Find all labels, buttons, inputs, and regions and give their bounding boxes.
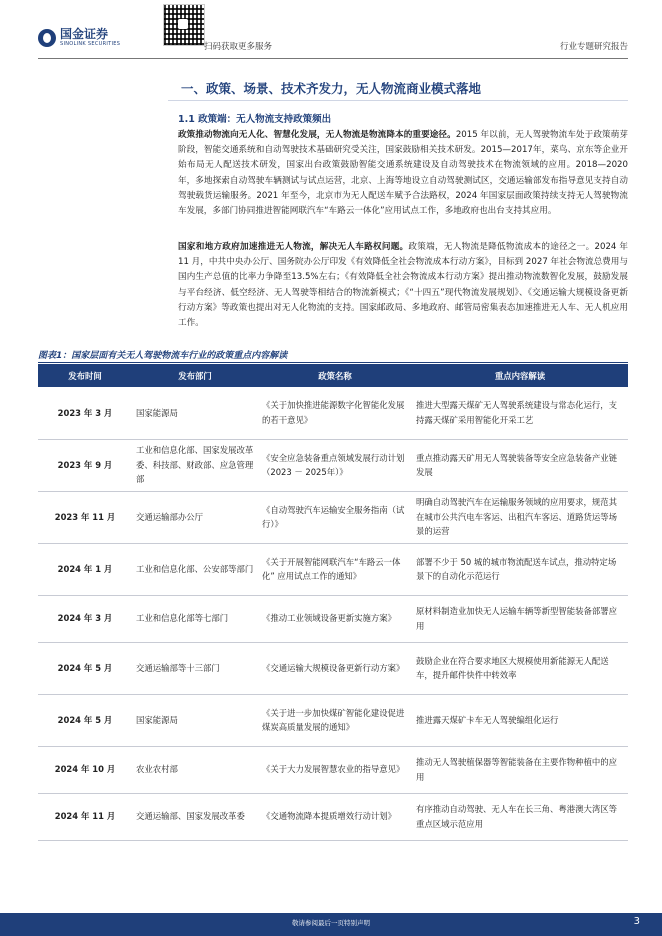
cell-date: 2024 年 3 月: [38, 595, 132, 642]
paragraph-body: 2015 年以前，无人驾驶物流车处于政策萌芽阶段，智能交通系统和自动驾驶技术基础研究受关注，国家鼓励相关技术研发。2015—2017年，菜鸟、京东等企业开始布局无人配送技术研发，国家出台政策鼓励智能交通系统建设及自动驾驶技术在物流领域的应用。2018—2020 年，多地探索自动驾驶车辆测试与试点运营，北京、上海等地设立自动驾驶测试区，交通运输部发布指导意见支持自动驾驶载货运输服务。2021 年至今，北京市为无人配送车赋予合法路权，2024 年国家层面政策持续支持无人驾驶物流车发展，多部门协同推进智能网联汽车“车路云一体化”应用试点工作，多地政府也出台支持其应用。: [178, 130, 628, 217]
page-header: [0, 0, 662, 70]
cell-description: 推进露天煤矿卡车无人驾驶编组化运行: [412, 694, 628, 746]
column-header-dept: 发布部门: [132, 364, 258, 387]
paragraph-body: 政策端，无人物流是降低物流成本的途径之一。2024 年 11 月，中共中央办公厅、国务院办公厅印发《有效降低全社会物流成本行动方案》，目标到 2027 年社会物流总费用与国内生产总值的比率力争降至13.5%左右；《有效降低全社会物流成本行动方案》提出推动物流数智化发展，鼓励发展与平台经济、低空经济、无人驾驶等相结合的物流新模式；《“十四五”现代物流发展规划》、《交通运输大规模设备更新行动方案》等政策也提出对无人化物流的支持。国家邮政局、多地政府、邮管局密集表态加速推进无人车、无人机应用工作。: [178, 242, 628, 329]
table-row: [38, 543, 628, 595]
cell-policy-name: 《自动驾驶汽车运输安全服务指南（试行）》: [258, 491, 412, 543]
cell-description: 重点推动露天矿用无人驾驶装备等安全应急装备产业链发展: [412, 439, 628, 491]
cell-policy-name: 《交通物流降本提质增效行动计划》: [258, 793, 412, 840]
cell-dept: 交通运输部等十三部门: [132, 642, 258, 694]
cell-dept: 工业和信息化部、国家发展改革委、科技部、财政部、应急管理部: [132, 439, 258, 491]
company-logo: [38, 28, 120, 48]
cell-description: 有序推动自动驾驶、无人车在长三角、粤港澳大湾区等重点区域示范应用: [412, 793, 628, 840]
scan-prompt: 扫码获取更多服务: [204, 42, 273, 52]
cell-date: 2023 年 11 月: [38, 491, 132, 543]
table-row: [38, 642, 628, 694]
paragraph: [178, 240, 628, 331]
cell-dept: 国家能源局: [132, 694, 258, 746]
cell-dept: 农业农村部: [132, 746, 258, 793]
cell-description: 推进大型露天煤矿无人驾驶系统建设与常态化运行，支持露天煤矿采用智能化开采工艺: [412, 387, 628, 439]
subsection-title: 1.1 政策端：无人物流支持政策频出: [178, 114, 332, 125]
cell-policy-name: 《关于大力发展智慧农业的指导意见》: [258, 746, 412, 793]
section-divider: [168, 100, 628, 101]
policy-table: [38, 364, 628, 841]
cell-date: 2024 年 10 月: [38, 746, 132, 793]
table-row: [38, 595, 628, 642]
logo-name-en: SINOLINK SECURITIES: [60, 41, 121, 47]
table-header-row: [38, 364, 628, 387]
cell-policy-name: 《安全应急装备重点领域发展行动计划（2023 － 2025年）》: [258, 439, 412, 491]
column-header-desc: 重点内容解读: [412, 364, 628, 387]
cell-dept: 工业和信息化部等七部门: [132, 595, 258, 642]
cell-description: 部署不少于 50 城的城市物流配送车试点，推动特定场景下的自动化示范运行: [412, 543, 628, 595]
column-header-date: 发布时间: [38, 364, 132, 387]
logo-icon: [38, 29, 56, 47]
cell-description: 原材料制造业加快无人运输车辆等新型智能装备部署应用: [412, 595, 628, 642]
cell-date: 2024 年 5 月: [38, 642, 132, 694]
cell-policy-name: 《关于开展智能网联汽车“车路云一体化” 应用试点工作的通知》: [258, 543, 412, 595]
logo-name-cn: 国金证券: [60, 27, 109, 41]
cell-description: 鼓励企业在符合要求地区大规模使用新能源无人配送车，提升邮件快件中转效率: [412, 642, 628, 694]
column-header-name: 政策名称: [258, 364, 412, 387]
figure-divider: [38, 362, 628, 363]
page-footer: [0, 913, 662, 936]
report-type-label: 行业专题研究报告: [559, 42, 628, 52]
table-row: [38, 387, 628, 439]
cell-policy-name: 《关于进一步加快煤矿智能化建设促进煤炭高质量发展的通知》: [258, 694, 412, 746]
cell-dept: 工业和信息化部、公安部等部门: [132, 543, 258, 595]
figure-title: 图表1：国家层面有关无人驾驶物流车行业的政策重点内容解读: [38, 351, 288, 361]
cell-date: 2023 年 3 月: [38, 387, 132, 439]
cell-date: 2024 年 1 月: [38, 543, 132, 595]
table-row: [38, 694, 628, 746]
disclaimer-link[interactable]: 敬请参阅最后一页特别声明: [292, 919, 370, 927]
cell-dept: 国家能源局: [132, 387, 258, 439]
table-row: [38, 439, 628, 491]
section-title: 一、政策、场景、技术齐发力，无人物流商业模式落地: [181, 81, 482, 96]
cell-dept: 交通运输部办公厅: [132, 491, 258, 543]
paragraph-lead: 国家和地方政府加速推进无人物流，解决无人车路权问题。: [178, 242, 409, 252]
cell-policy-name: 《关于加快推进能源数字化智能化发展的若干意见》: [258, 387, 412, 439]
qr-center-mark: [178, 19, 188, 29]
cell-dept: 交通运输部、国家发展改革委: [132, 793, 258, 840]
cell-policy-name: 《推动工业领域设备更新实施方案》: [258, 595, 412, 642]
cell-date: 2024 年 11 月: [38, 793, 132, 840]
cell-description: 明确自动驾驶汽车在运输服务领域的应用要求，规范其在城市公共汽电车客运、出租汽车客运、道路货运等场景的运营: [412, 491, 628, 543]
cell-description: 推动无人驾驶植保器等智能装备在主要作物种植中的应用: [412, 746, 628, 793]
page-number: 3: [633, 916, 640, 927]
cell-date: 2024 年 5 月: [38, 694, 132, 746]
cell-policy-name: 《交通运输大规模设备更新行动方案》: [258, 642, 412, 694]
table-row: [38, 491, 628, 543]
paragraph-lead: 政策推动物流向无人化、智慧化发展，无人物流是物流降本的重要途径。: [178, 130, 456, 140]
table-row: [38, 793, 628, 840]
header-divider: [38, 58, 628, 59]
cell-date: 2023 年 9 月: [38, 439, 132, 491]
paragraph: [178, 128, 628, 219]
table-row: [38, 746, 628, 793]
